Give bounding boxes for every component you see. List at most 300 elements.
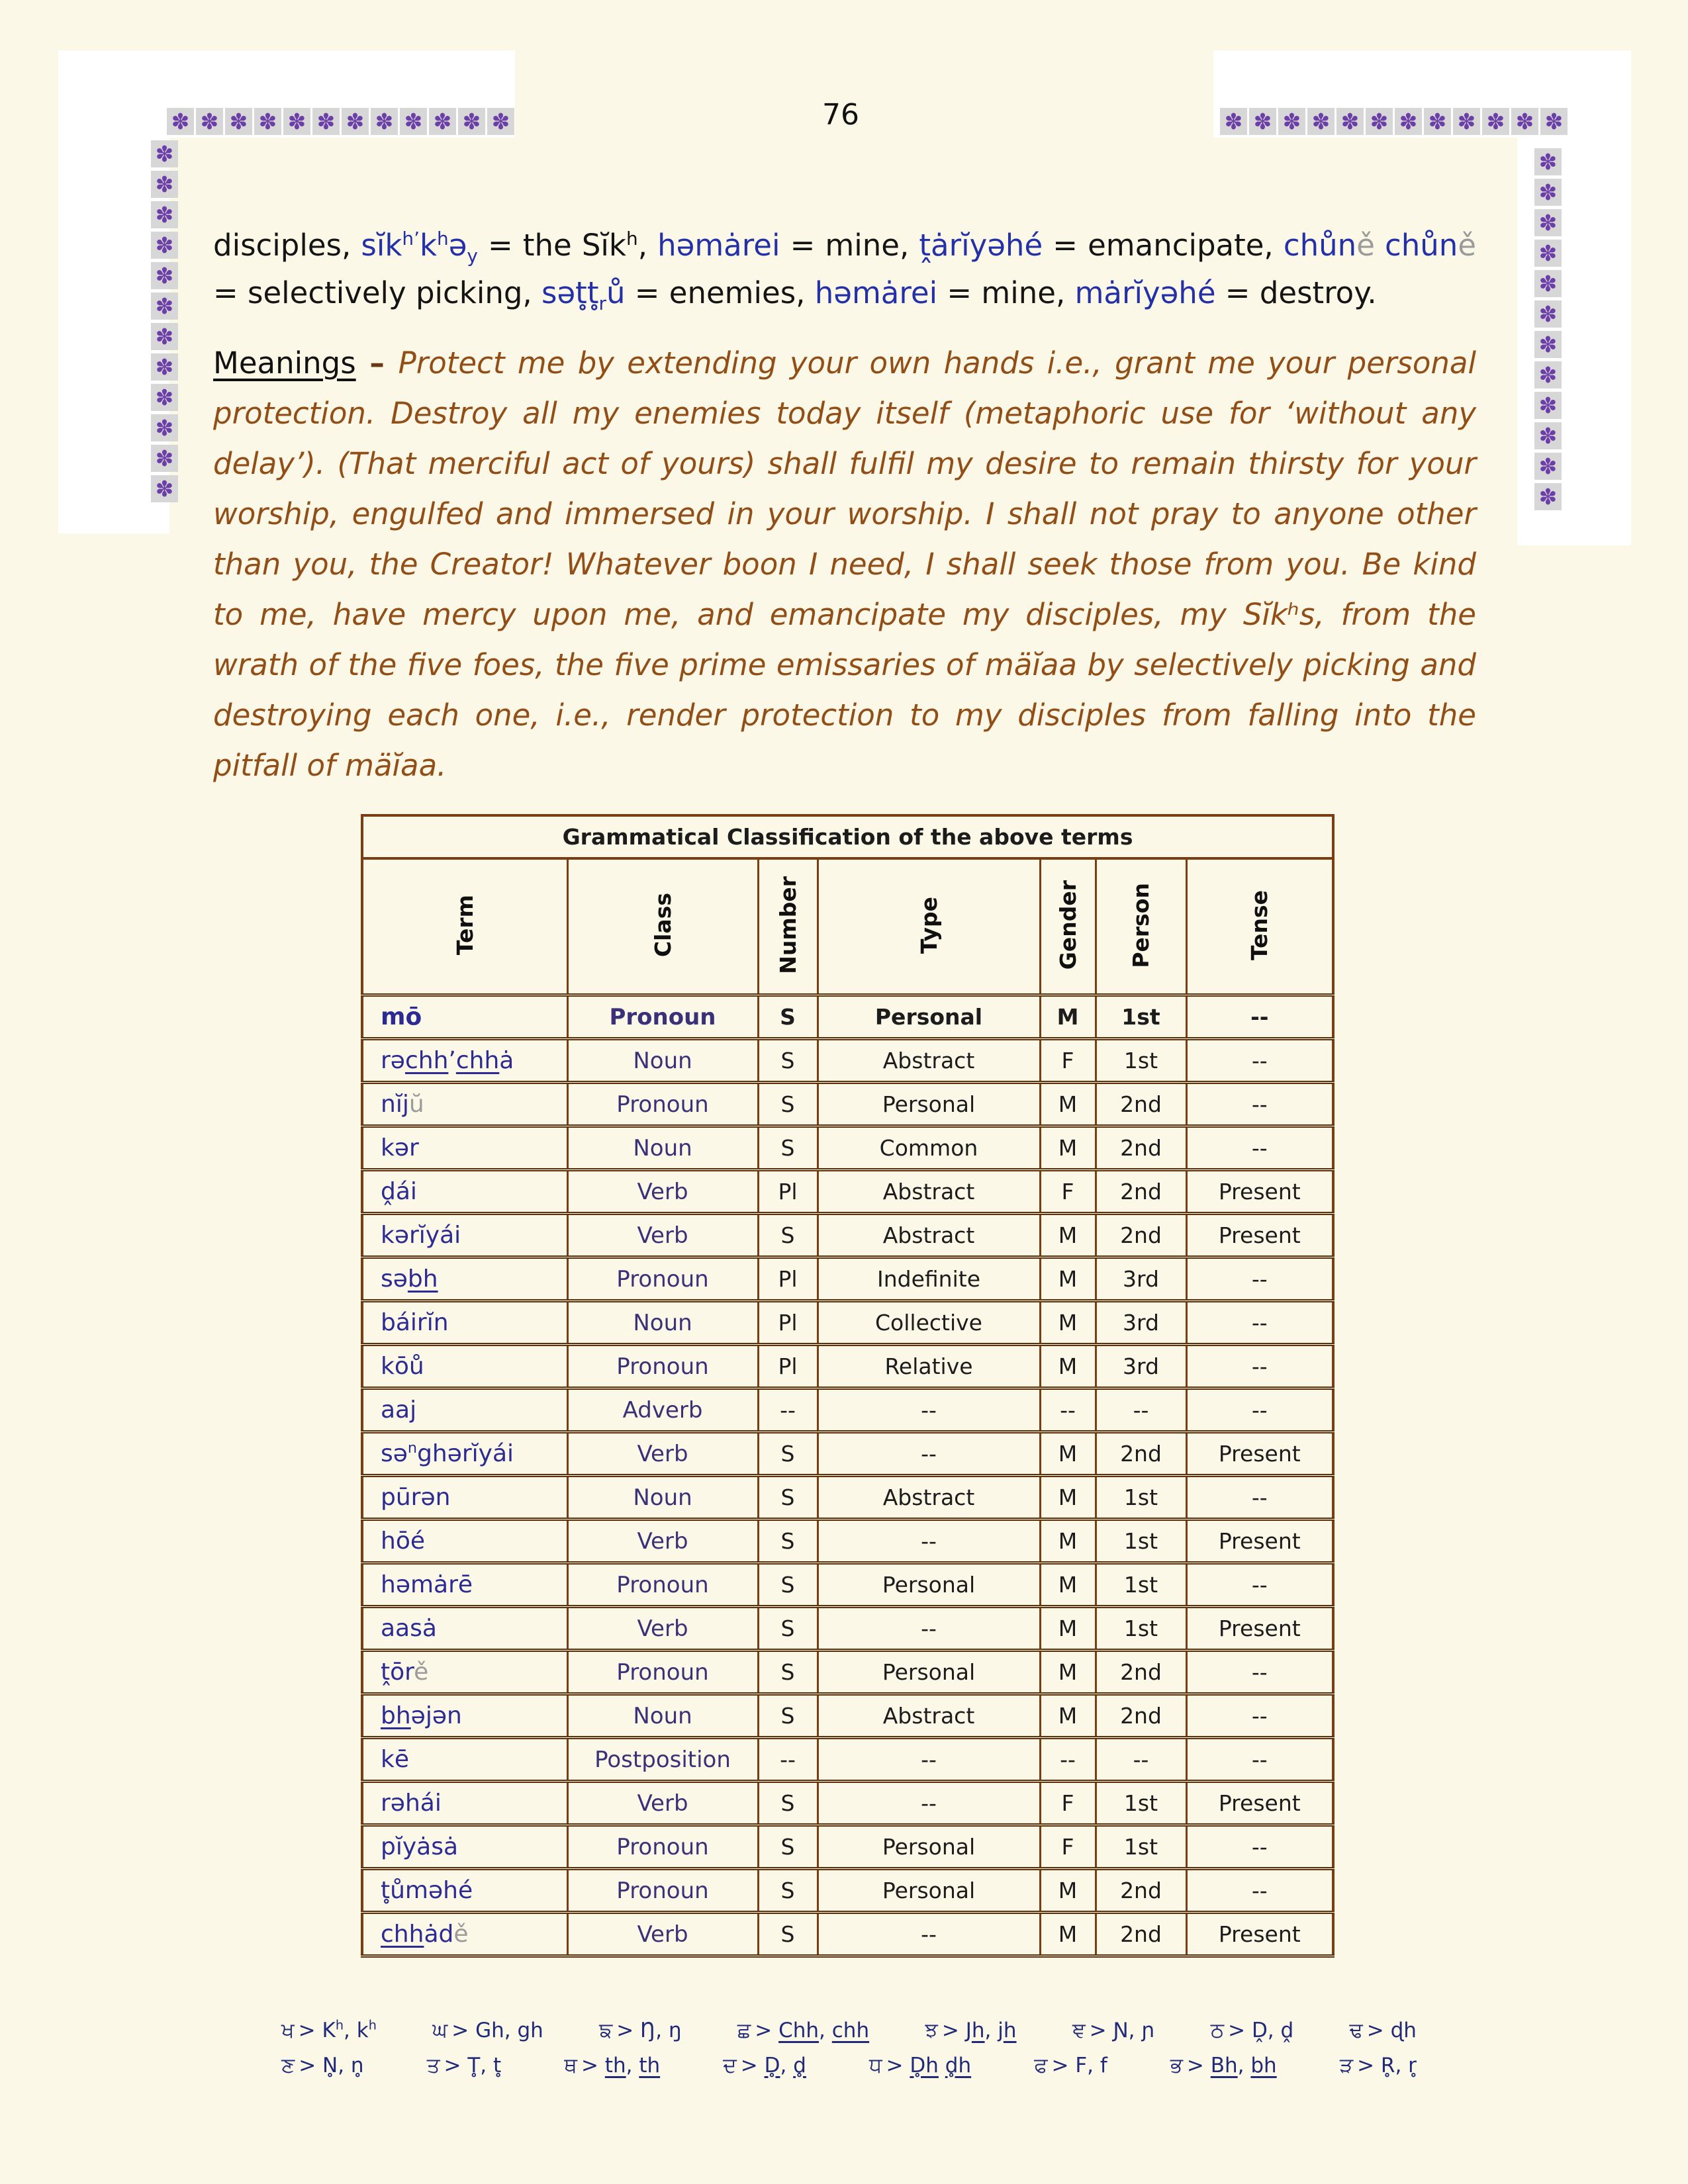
meanings-text: Protect me by extending your own hands i.e., grant me your personal protection. Destroy all my enemies today itself (metaphoric use for ‘without any delay’). (That merciful act of yours) shall fulfil my desire to remain thirsty for your worship, engulfed and immersed in your worship. I shall not pray to anyone other than you, the Creator! Whatever boon I need, I shall seek those from you. Be kind to me, have mercy upon me, and emancipate my disciples, my Sĭkʰs, from the wrath of the five foes, the five prime emissaries of mäĭaa by selectively picking and destroying each one, i.e., render protection to my disciples from falling into the pitfall of mäĭaa.	[213, 345, 1476, 783]
latin-equivalent: h	[368, 2017, 377, 2033]
latin-equivalent: d̥	[793, 2054, 806, 2077]
maps-to-symbol: >	[1186, 2054, 1211, 2077]
intro-segment: = emancipate,	[1043, 228, 1284, 263]
latin-equivalent	[939, 2054, 945, 2077]
type-cell: Personal	[818, 1825, 1040, 1869]
latin-equivalent: , j	[984, 2019, 1004, 2042]
term-segment: ě	[414, 1659, 429, 1686]
number-cell: S	[758, 1214, 818, 1257]
intro-segment: h	[402, 228, 414, 250]
ornament-border-right	[1534, 148, 1562, 510]
term-cell	[362, 1170, 567, 1214]
class-cell: Verb	[567, 1607, 758, 1651]
table-row	[362, 1083, 1333, 1126]
table-row	[362, 1913, 1333, 1956]
term-cell	[362, 1869, 567, 1913]
term-cell	[362, 1520, 567, 1563]
flower-ornament-icon: ✽	[283, 108, 310, 135]
gurmukhi-letter: ਢ	[1349, 2019, 1363, 2042]
class-cell: Verb	[567, 1520, 758, 1563]
gurmukhi-letter: ਦ	[723, 2054, 737, 2077]
term-cell	[362, 1825, 567, 1869]
class-cell: Verb	[567, 1214, 758, 1257]
term-segment: nĭj	[381, 1091, 409, 1118]
class-cell: Verb	[567, 1913, 758, 1956]
transliteration-mapping	[1340, 2054, 1417, 2078]
flower-ornament-icon: ✽	[1540, 108, 1568, 135]
flower-ornament-icon: ✽	[225, 108, 252, 135]
gender-cell: M	[1040, 1214, 1096, 1257]
tense-cell: --	[1186, 1083, 1333, 1126]
term-segment: pĭyȧsȧ	[381, 1833, 459, 1860]
class-cell: Pronoun	[567, 1257, 758, 1301]
intro-segment: = destroy.	[1215, 275, 1377, 310]
gurmukhi-letter: ਫ	[1034, 2054, 1048, 2077]
term-segment: ȧd	[424, 1921, 454, 1948]
number-cell: S	[758, 1651, 818, 1694]
transliteration-mapping	[599, 2019, 682, 2043]
gurmukhi-letter: ਝ	[925, 2019, 938, 2042]
latin-equivalent: h	[1003, 2019, 1017, 2042]
transliteration-mapping	[1350, 2019, 1417, 2043]
tense-cell: --	[1186, 1126, 1333, 1170]
maps-to-symbol: >	[1366, 2019, 1391, 2042]
transliteration-mapping	[1211, 2019, 1293, 2043]
flower-ornament-icon: ✽	[1395, 108, 1422, 135]
term-segment: kē	[381, 1746, 409, 1773]
flower-ornament-icon: ✽	[312, 108, 340, 135]
column-header-label: Gender	[1055, 880, 1081, 970]
latin-equivalent: D̥	[764, 2054, 780, 2077]
table-row	[362, 1301, 1333, 1345]
flower-ornament-icon: ✽	[1366, 108, 1393, 135]
class-cell: Verb	[567, 1782, 758, 1825]
transliteration-key	[281, 2019, 1417, 2078]
number-cell: Pl	[758, 1170, 818, 1214]
maps-to-symbol: >	[1357, 2054, 1381, 2077]
type-cell: Abstract	[818, 1170, 1040, 1214]
flower-ornament-icon: ✽	[151, 293, 178, 320]
number-cell: S	[758, 995, 818, 1039]
intro-segment: r	[598, 293, 606, 314]
intro-segment: h	[437, 228, 449, 250]
term-cell	[362, 1476, 567, 1520]
number-cell: Pl	[758, 1345, 818, 1388]
tense-cell: --	[1186, 1694, 1333, 1738]
class-cell: Pronoun	[567, 1083, 758, 1126]
term-segment: sə	[381, 1440, 408, 1467]
latin-equivalent: d̥h	[945, 2054, 972, 2077]
table-row	[362, 1738, 1333, 1782]
term-segment: kərĭyái	[381, 1222, 461, 1249]
type-cell: Indefinite	[818, 1257, 1040, 1301]
person-cell: 1st	[1096, 1607, 1186, 1651]
term-segment: chh	[455, 1047, 500, 1074]
intro-segment	[1375, 228, 1385, 263]
person-cell: 3rd	[1096, 1257, 1186, 1301]
term-cell	[362, 1126, 567, 1170]
class-cell: Adverb	[567, 1388, 758, 1432]
gurmukhi-letter: ੜ	[1339, 2054, 1354, 2077]
type-cell: --	[818, 1738, 1040, 1782]
gender-cell: M	[1040, 1476, 1096, 1520]
flower-ornament-icon: ✽	[151, 232, 178, 259]
maps-to-symbol: >	[1228, 2019, 1252, 2042]
column-header-class	[567, 858, 758, 995]
number-cell: S	[758, 1607, 818, 1651]
term-cell	[362, 1607, 567, 1651]
maps-to-symbol: >	[755, 2019, 779, 2042]
term-cell	[362, 1738, 567, 1782]
intro-segment: həmȧrei	[814, 275, 938, 310]
intro-segment: ,	[637, 228, 658, 263]
flower-ornament-icon: ✽	[458, 108, 485, 135]
maps-to-symbol: >	[581, 2054, 605, 2077]
term-segment: sə	[381, 1265, 408, 1293]
gurmukhi-letter: ਙ	[599, 2019, 613, 2042]
tense-cell: --	[1186, 1651, 1333, 1694]
intro-segment: = selectively picking,	[213, 275, 542, 310]
gender-cell: M	[1040, 1083, 1096, 1126]
meanings-dash: –	[355, 345, 399, 381]
meanings-paragraph	[213, 338, 1476, 791]
intro-paragraph	[213, 222, 1476, 317]
person-cell: --	[1096, 1738, 1186, 1782]
term-segment: ghərĭyái	[417, 1440, 514, 1467]
person-cell: 2nd	[1096, 1913, 1186, 1956]
latin-equivalent: ,	[780, 2054, 794, 2077]
type-cell: Personal	[818, 1651, 1040, 1694]
ornament-border-left	[151, 140, 178, 502]
column-header-type	[818, 858, 1040, 995]
person-cell: 2nd	[1096, 1126, 1186, 1170]
gender-cell: M	[1040, 1913, 1096, 1956]
flower-ornament-icon: ✽	[400, 108, 427, 135]
gender-cell: M	[1040, 1563, 1096, 1607]
person-cell: 1st	[1096, 1476, 1186, 1520]
transliteration-mapping	[564, 2054, 660, 2078]
term-segment: ṱōr	[381, 1659, 414, 1686]
class-cell: Verb	[567, 1170, 758, 1214]
column-header-tense	[1186, 858, 1333, 995]
person-cell: 3rd	[1096, 1301, 1186, 1345]
term-segment: hōé	[381, 1527, 425, 1555]
number-cell: S	[758, 1039, 818, 1083]
gender-cell: --	[1040, 1738, 1096, 1782]
number-cell: --	[758, 1738, 818, 1782]
gender-cell: M	[1040, 1694, 1096, 1738]
table-row	[362, 1694, 1333, 1738]
gender-cell: M	[1040, 1520, 1096, 1563]
term-cell	[362, 1782, 567, 1825]
type-cell: --	[818, 1432, 1040, 1476]
flower-ornament-icon: ✽	[1534, 483, 1562, 510]
latin-equivalent: J	[965, 2019, 972, 2042]
term-segment: rəhái	[381, 1790, 442, 1817]
table-title: Grammatical Classification of the above terms	[362, 815, 1333, 858]
class-cell: Verb	[567, 1432, 758, 1476]
table-row	[362, 1869, 1333, 1913]
flower-ornament-icon: ✽	[1534, 300, 1562, 328]
number-cell: S	[758, 1563, 818, 1607]
latin-equivalent: ,	[626, 2054, 639, 2077]
type-cell: Abstract	[818, 1476, 1040, 1520]
intro-segment: = the Sĭk	[477, 228, 626, 263]
type-cell: --	[818, 1520, 1040, 1563]
gurmukhi-letter: ਞ	[1072, 2019, 1086, 2042]
class-cell: Pronoun	[567, 1345, 758, 1388]
gurmukhi-letter: ਭ	[1170, 2054, 1183, 2077]
flower-ornament-icon: ✽	[371, 108, 398, 135]
number-cell: S	[758, 1869, 818, 1913]
person-cell: --	[1096, 1388, 1186, 1432]
term-segment: əjən	[410, 1702, 462, 1729]
gurmukhi-letter: ਖ	[281, 2019, 295, 2042]
person-cell: 2nd	[1096, 1651, 1186, 1694]
transliteration-mapping	[925, 2019, 1016, 2043]
flower-ornament-icon: ✽	[1534, 392, 1562, 419]
term-segment: ȧ	[499, 1047, 514, 1074]
tense-cell: --	[1186, 1257, 1333, 1301]
flower-ornament-icon: ✽	[196, 108, 223, 135]
flower-ornament-icon: ✽	[254, 108, 281, 135]
intro-segment: = mine,	[937, 275, 1075, 310]
intro-segment: h	[626, 228, 638, 250]
intro-segment: = enemies,	[625, 275, 815, 310]
latin-equivalent: ,	[1237, 2054, 1251, 2077]
latin-equivalent: h	[971, 2019, 985, 2042]
maps-to-symbol: >	[886, 2054, 910, 2077]
maps-to-symbol: >	[740, 2054, 765, 2077]
transliteration-mapping	[432, 2019, 543, 2043]
tense-cell: Present	[1186, 1170, 1333, 1214]
flower-ornament-icon: ✽	[1220, 108, 1247, 135]
maps-to-symbol: >	[451, 2019, 476, 2042]
table-row	[362, 1432, 1333, 1476]
gender-cell: F	[1040, 1039, 1096, 1083]
number-cell: S	[758, 1126, 818, 1170]
term-segment: kər	[381, 1134, 419, 1161]
table-row	[362, 1476, 1333, 1520]
column-header-person	[1096, 858, 1186, 995]
person-cell: 2nd	[1096, 1170, 1186, 1214]
intro-segment: chůn	[1385, 228, 1458, 263]
person-cell: 2nd	[1096, 1869, 1186, 1913]
table-row	[362, 995, 1333, 1039]
table-row	[362, 1257, 1333, 1301]
gender-cell: M	[1040, 1301, 1096, 1345]
flower-ornament-icon: ✽	[1534, 209, 1562, 236]
intro-segment: ’	[414, 228, 420, 250]
intro-segment: sət̥t̥	[541, 275, 599, 310]
gender-cell: M	[1040, 1651, 1096, 1694]
gurmukhi-letter: ਛ	[737, 2019, 751, 2042]
intro-segment: y	[467, 245, 478, 267]
transliteration-mapping	[737, 2019, 869, 2043]
person-cell: 1st	[1096, 995, 1186, 1039]
flower-ornament-icon: ✽	[151, 414, 178, 441]
meanings-label: Meanings	[213, 345, 356, 381]
term-segment: chh	[381, 1921, 424, 1948]
person-cell: 3rd	[1096, 1345, 1186, 1388]
number-cell: S	[758, 1520, 818, 1563]
tense-cell: --	[1186, 1476, 1333, 1520]
flower-ornament-icon: ✽	[151, 384, 178, 411]
person-cell: 2nd	[1096, 1432, 1186, 1476]
intro-segment: ə	[448, 228, 467, 263]
term-segment: ě	[453, 1921, 469, 1948]
type-cell: Abstract	[818, 1214, 1040, 1257]
term-segment: həmȧrē	[381, 1571, 473, 1598]
gender-cell: F	[1040, 1170, 1096, 1214]
transliteration-mapping	[1072, 2019, 1155, 2043]
gender-cell: F	[1040, 1825, 1096, 1869]
flower-ornament-icon: ✽	[1534, 361, 1562, 388]
gurmukhi-letter: ਤ	[426, 2054, 440, 2077]
grammar-table	[361, 814, 1335, 1958]
flower-ornament-icon: ✽	[1534, 240, 1562, 267]
class-cell: Pronoun	[567, 1563, 758, 1607]
flower-ornament-icon: ✽	[1336, 108, 1364, 135]
table-row	[362, 1782, 1333, 1825]
gurmukhi-letter: ਠ	[1210, 2019, 1225, 2042]
term-segment: aaj	[381, 1396, 417, 1424]
transliteration-key-line	[281, 2019, 1417, 2043]
latin-equivalent: Ɲ, ɲ	[1113, 2019, 1155, 2042]
number-cell: --	[758, 1388, 818, 1432]
gender-cell: M	[1040, 1345, 1096, 1388]
latin-equivalent: T̥, t̥	[467, 2054, 502, 2077]
gender-cell: --	[1040, 1388, 1096, 1432]
gender-cell: M	[1040, 1257, 1096, 1301]
gender-cell: M	[1040, 1432, 1096, 1476]
class-cell: Noun	[567, 1126, 758, 1170]
flower-ornament-icon: ✽	[1307, 108, 1335, 135]
latin-equivalent: th	[604, 2054, 626, 2077]
maps-to-symbol: >	[1051, 2054, 1076, 2077]
transliteration-mapping	[723, 2054, 806, 2078]
latin-equivalent: Ŋ, ŋ	[640, 2019, 682, 2042]
person-cell: 1st	[1096, 1782, 1186, 1825]
class-cell: Pronoun	[567, 1869, 758, 1913]
term-segment: pūrən	[381, 1484, 451, 1511]
transliteration-mapping	[281, 2019, 377, 2043]
term-cell	[362, 1257, 567, 1301]
class-cell: Noun	[567, 1301, 758, 1345]
latin-equivalent: Ḓ, ḓ	[1251, 2019, 1294, 2042]
flower-ornament-icon: ✽	[151, 201, 178, 228]
class-cell: Pronoun	[567, 995, 758, 1039]
flower-ornament-icon: ✽	[151, 140, 178, 167]
type-cell: Common	[818, 1126, 1040, 1170]
intro-segment: disciples,	[213, 228, 361, 263]
number-cell: S	[758, 1913, 818, 1956]
number-cell: S	[758, 1825, 818, 1869]
table-row	[362, 1563, 1333, 1607]
number-cell: S	[758, 1083, 818, 1126]
maps-to-symbol: >	[1089, 2019, 1113, 2042]
transliteration-key-line	[281, 2054, 1417, 2078]
column-header-label: Class	[649, 893, 676, 958]
transliteration-mapping	[427, 2054, 502, 2078]
intro-segment: həmȧrei	[657, 228, 780, 263]
page-number: 76	[822, 98, 859, 132]
type-cell: Personal	[818, 1083, 1040, 1126]
column-header-label: Type	[915, 896, 942, 954]
gender-cell: M	[1040, 1126, 1096, 1170]
intro-segment: sĭk	[361, 228, 402, 263]
column-header-label: Number	[774, 876, 801, 974]
term-segment: t̥ůməhé	[381, 1877, 473, 1904]
class-cell: Postposition	[567, 1738, 758, 1782]
table-row	[362, 1607, 1333, 1651]
class-cell: Noun	[567, 1694, 758, 1738]
flower-ornament-icon: ✽	[487, 108, 514, 135]
tense-cell: --	[1186, 1869, 1333, 1913]
tense-cell: --	[1186, 995, 1333, 1039]
latin-equivalent: ɖh	[1390, 2019, 1417, 2042]
tense-cell: --	[1186, 1563, 1333, 1607]
tense-cell: Present	[1186, 1214, 1333, 1257]
maps-to-symbol: >	[941, 2019, 966, 2042]
flower-ornament-icon: ✽	[1534, 270, 1562, 297]
table-row	[362, 1345, 1333, 1388]
term-cell	[362, 1388, 567, 1432]
intro-segment: ě	[1356, 228, 1375, 263]
table-body	[362, 995, 1333, 1956]
maps-to-symbol: >	[444, 2054, 468, 2077]
flower-ornament-icon: ✽	[1424, 108, 1451, 135]
flower-ornament-icon: ✽	[151, 445, 178, 472]
maps-to-symbol: >	[616, 2019, 641, 2042]
table-row	[362, 1214, 1333, 1257]
transliteration-mapping	[1170, 2054, 1277, 2078]
type-cell: Personal	[818, 995, 1040, 1039]
column-header-gender	[1040, 858, 1096, 995]
table-row	[362, 1388, 1333, 1432]
tense-cell: --	[1186, 1825, 1333, 1869]
maps-to-symbol: >	[298, 2019, 322, 2042]
type-cell: --	[818, 1607, 1040, 1651]
term-segment: bh	[381, 1702, 411, 1729]
person-cell: 1st	[1096, 1563, 1186, 1607]
gurmukhi-letter: ਥ	[564, 2054, 577, 2077]
term-cell	[362, 1651, 567, 1694]
latin-equivalent: D̥h	[910, 2054, 939, 2077]
term-cell	[362, 1301, 567, 1345]
flower-ornament-icon: ✽	[1534, 453, 1562, 480]
tense-cell: Present	[1186, 1432, 1333, 1476]
table-title-row	[362, 815, 1333, 858]
type-cell: Abstract	[818, 1039, 1040, 1083]
term-cell	[362, 1039, 567, 1083]
flower-ornament-icon: ✽	[151, 262, 178, 289]
flower-ornament-icon: ✽	[1278, 108, 1305, 135]
gurmukhi-letter: ਧ	[869, 2054, 882, 2077]
latin-equivalent: N̥, n̥	[322, 2054, 364, 2077]
term-segment: chh	[404, 1047, 449, 1074]
tense-cell: --	[1186, 1345, 1333, 1388]
latin-equivalent: F, f	[1075, 2054, 1107, 2077]
latin-equivalent: ,	[819, 2019, 832, 2042]
person-cell: 2nd	[1096, 1694, 1186, 1738]
latin-equivalent: chh	[831, 2019, 870, 2042]
type-cell: --	[818, 1913, 1040, 1956]
flower-ornament-icon: ✽	[1534, 331, 1562, 358]
class-cell: Noun	[567, 1039, 758, 1083]
intro-paragraph-text	[213, 228, 1477, 314]
term-cell	[362, 1345, 567, 1388]
